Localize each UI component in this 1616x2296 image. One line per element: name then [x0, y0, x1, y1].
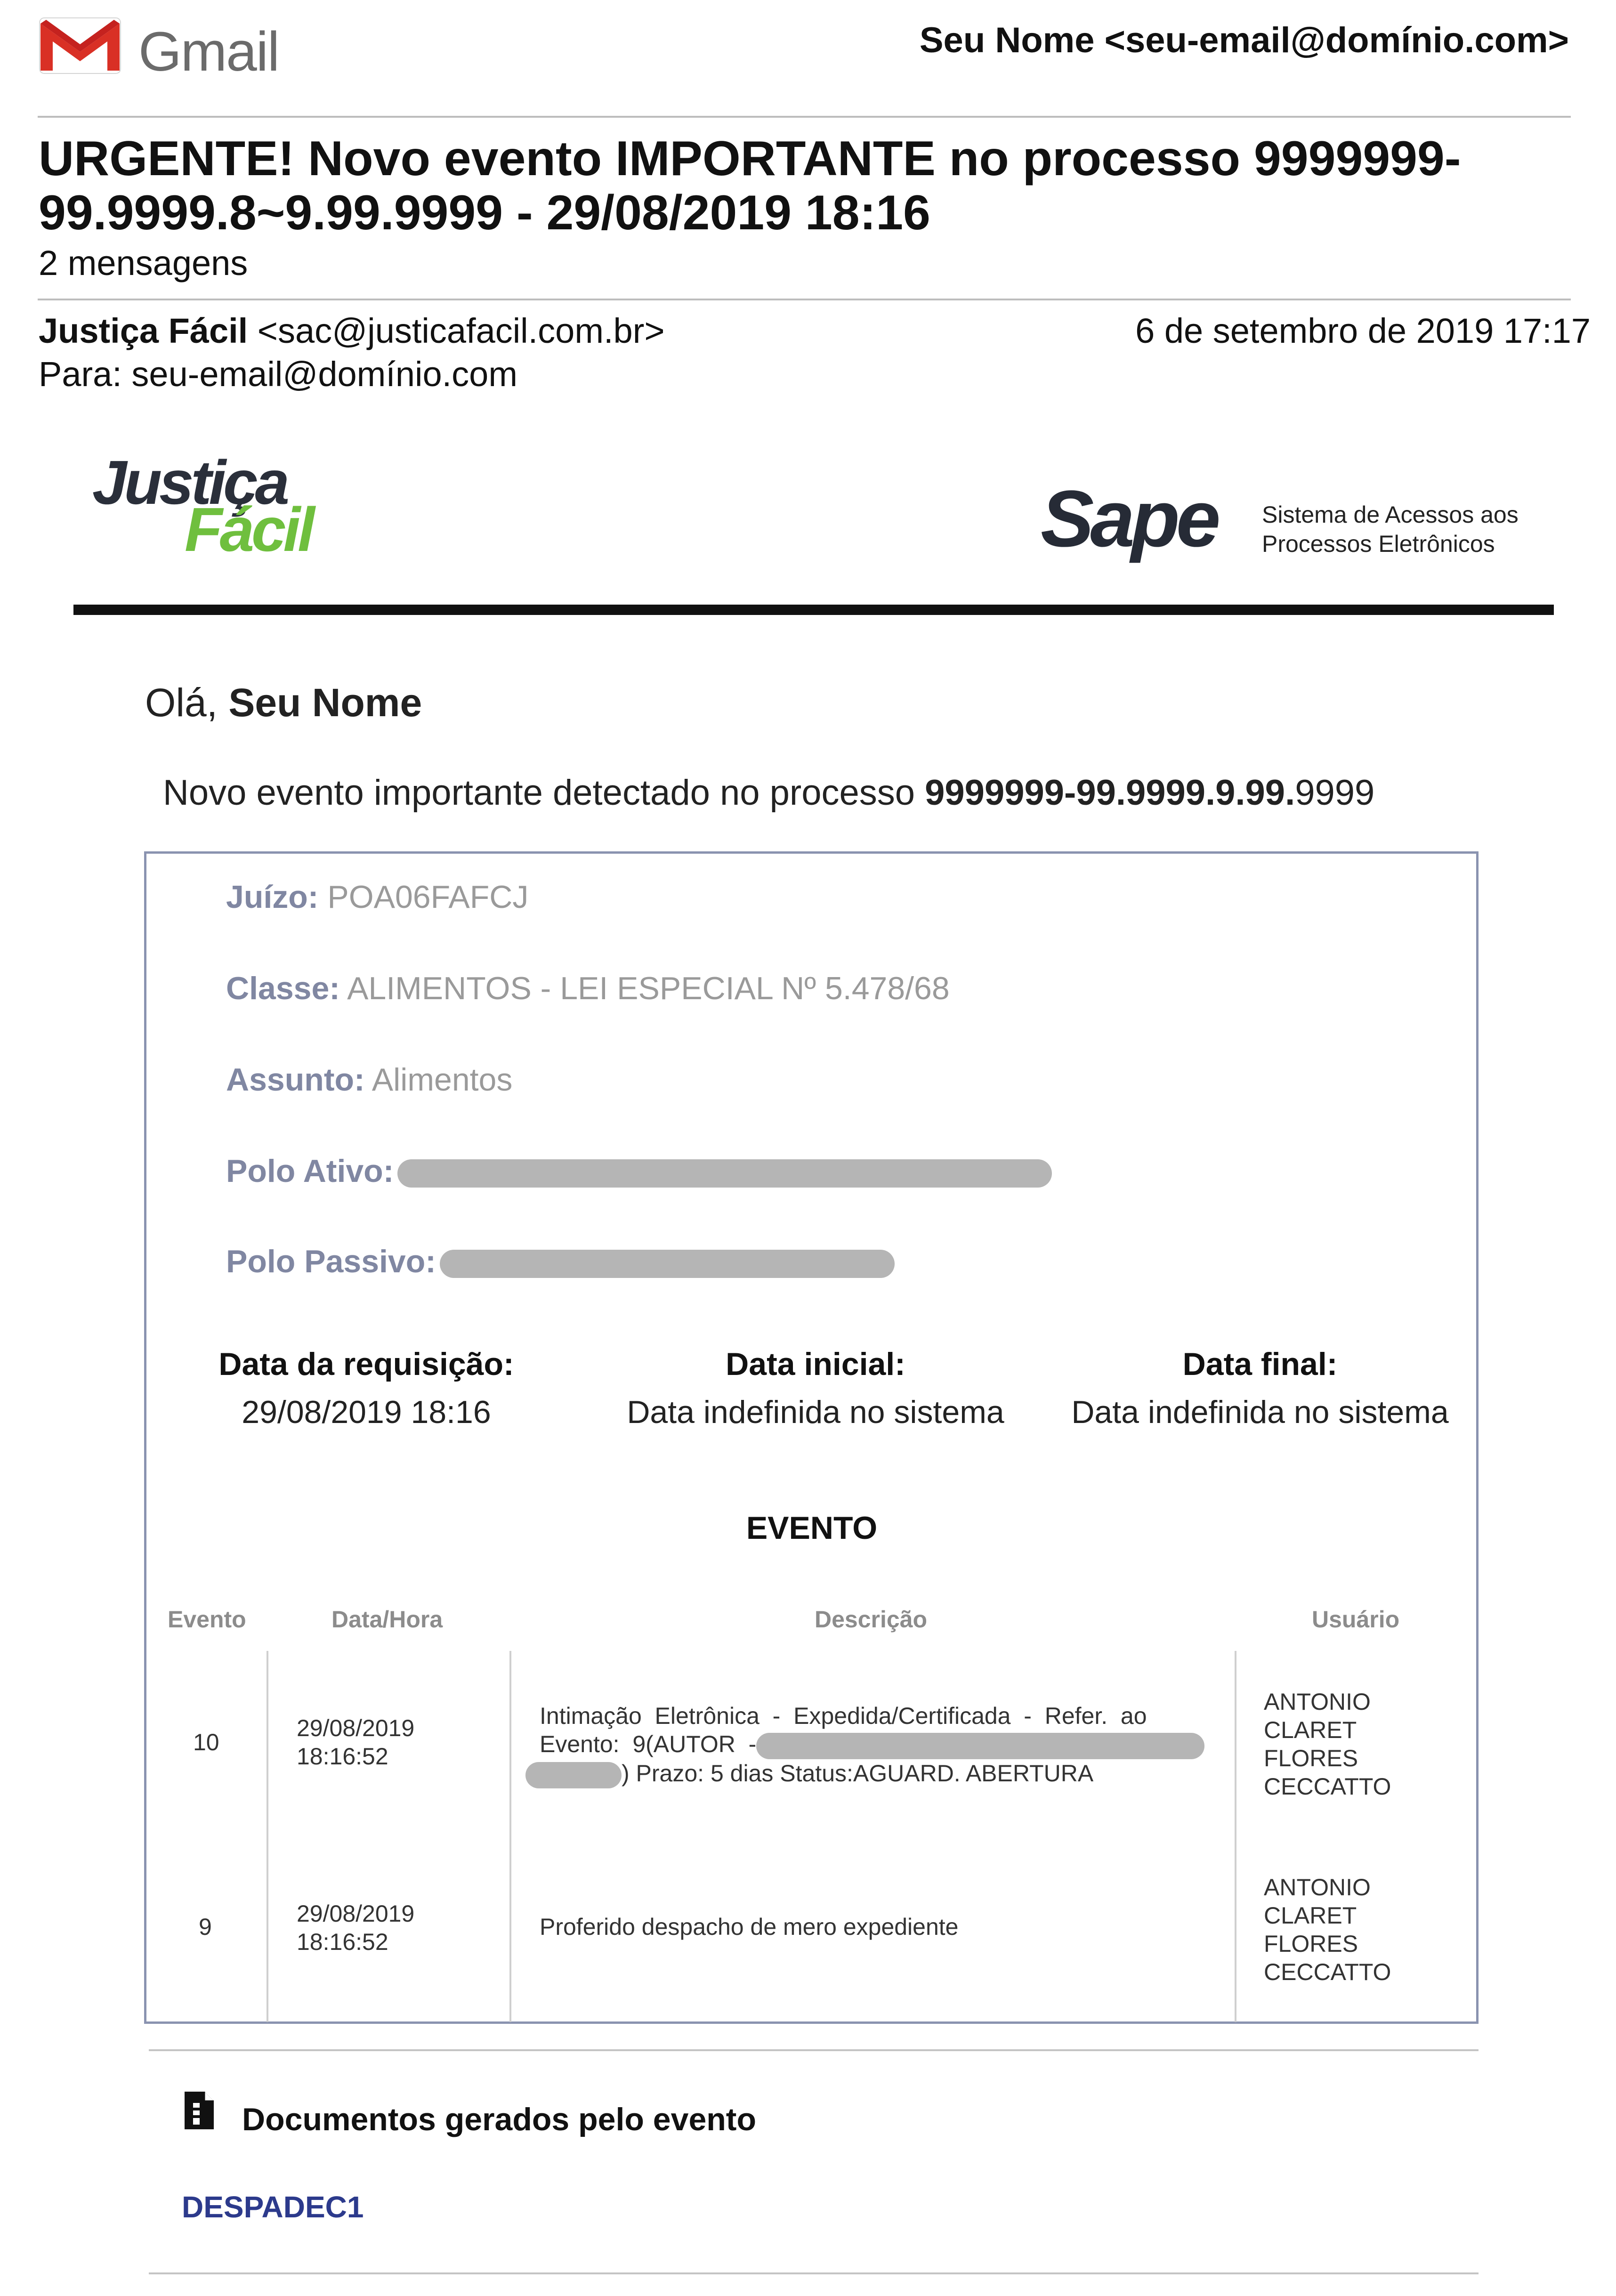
sape-caption [1262, 500, 1519, 558]
polo-passivo-label: Polo Passivo: [226, 1244, 436, 1279]
field-classe [226, 970, 950, 1007]
row-1-desc-line-1: Intimação Eletrônica - Expedida/Certificada - Refer. ao [540, 1703, 1147, 1729]
row-1-time: 18:16:52 [297, 1743, 388, 1770]
row-2-user-line: FLORES [1264, 1931, 1358, 1957]
gmail-wordmark: Gmail [138, 21, 279, 83]
row-1-desc-line-3 [525, 1759, 1208, 1788]
message-date: 6 de setembro de 2019 17:17 [1135, 311, 1591, 350]
row-1-datahora [297, 1714, 414, 1771]
row-2-user-line: CECCATTO [1264, 1959, 1391, 1985]
col-separator [509, 1651, 511, 2022]
date-requisicao-value: 29/08/2019 18:16 [242, 1394, 491, 1430]
row-1-desc-line-2 [540, 1730, 1208, 1759]
redaction-autor-2 [525, 1762, 622, 1788]
classe-label: Classe: [226, 970, 340, 1006]
justica-facil-logo [92, 452, 375, 574]
row-1-user-line: CLARET [1264, 1717, 1357, 1743]
process-number-bold: 9999999-99.9999.9.99. [925, 773, 1295, 813]
date-inicial [604, 1346, 1027, 1431]
date-inicial-value: Data indefinida no sistema [627, 1394, 1004, 1430]
row-2-date: 29/08/2019 [297, 1900, 415, 1927]
redaction-autor [756, 1733, 1204, 1759]
row-1-user-line: FLORES [1264, 1745, 1358, 1771]
date-final-value: Data indefinida no sistema [1071, 1394, 1449, 1430]
date-final [1048, 1346, 1472, 1431]
document-link-despadec1[interactable]: DESPADEC1 [182, 2190, 364, 2224]
col-header-usuario: Usuário [1312, 1606, 1400, 1633]
assunto-label: Assunto: [226, 1062, 365, 1098]
field-polo-passivo [226, 1243, 895, 1280]
date-final-label: Data final: [1182, 1346, 1338, 1382]
date-requisicao [154, 1346, 578, 1431]
col-separator [1235, 1651, 1236, 2022]
juizo-value: POA06FAFCJ [327, 879, 529, 915]
polo-ativo-label: Polo Ativo: [226, 1153, 394, 1189]
assunto-value: Alimentos [372, 1062, 513, 1098]
facil-text: Fácil [185, 495, 312, 564]
sape-logo [1041, 480, 1257, 570]
row-1-descricao [540, 1702, 1208, 1788]
greeting [145, 680, 422, 726]
date-inicial-label: Data inicial: [726, 1346, 905, 1382]
classe-value: ALIMENTOS - LEI ESPECIAL Nº 5.478/68 [347, 970, 950, 1006]
intro-sentence: Novo evento importante detectado no processo [163, 773, 915, 813]
header-divider [38, 116, 1571, 118]
intro-text [163, 772, 1374, 813]
field-juizo [226, 879, 528, 915]
justica-text: Justiça [92, 452, 287, 517]
row-2-descricao: Proferido despacho de mero expediente [540, 1914, 959, 1940]
redaction-polo-passivo [440, 1250, 895, 1278]
account-user: Seu Nome <seu-email@domínio.com> [919, 20, 1569, 60]
col-header-descricao: Descrição [815, 1606, 928, 1633]
row-1-usuario [1264, 1688, 1391, 1801]
row-2-user-line: ANTONIO [1264, 1874, 1371, 1900]
row-2-datahora [297, 1900, 414, 1956]
redaction-polo-ativo [397, 1159, 1052, 1188]
documents-divider-top [149, 2049, 1479, 2051]
document-icon [183, 2090, 216, 2131]
message-count: 2 mensagens [39, 243, 248, 283]
gmail-m-icon [38, 14, 122, 75]
process-number-tail: 9999 [1295, 773, 1375, 813]
row-1-desc-evento: Evento: 9(AUTOR - [540, 1731, 757, 1757]
row-2-time: 18:16:52 [297, 1929, 388, 1955]
sape-caption-line-2: Processos Eletrônicos [1262, 531, 1495, 557]
juizo-label: Juízo: [226, 879, 319, 915]
sender [39, 311, 665, 351]
sape-text: Sape [1041, 480, 1217, 564]
brand-divider [73, 605, 1554, 615]
events-title: EVENTO [746, 1510, 878, 1546]
field-assunto [226, 1061, 512, 1098]
row-1-user-line: ANTONIO [1264, 1689, 1371, 1715]
documents-title: Documentos gerados pelo evento [242, 2102, 756, 2137]
col-header-evento: Evento [168, 1606, 246, 1633]
greeting-prefix: Olá, [145, 680, 218, 725]
row-2-usuario [1264, 1873, 1391, 1986]
subject-divider [38, 299, 1571, 300]
row-2-evento: 9 [199, 1914, 212, 1940]
greeting-name: Seu Nome [228, 680, 422, 725]
process-card [144, 851, 1479, 2024]
email-subject: URGENTE! Novo evento IMPORTANTE no processo 9999999-99.9999.8~9.99.9999 - 29/08/2019 18:16 [39, 131, 1461, 240]
sape-caption-line-1: Sistema de Acessos aos [1262, 501, 1519, 528]
field-polo-ativo [226, 1153, 1052, 1189]
documents-divider-bottom [149, 2272, 1479, 2274]
gmail-logo [38, 14, 283, 83]
row-2-user-line: CLARET [1264, 1902, 1357, 1929]
col-separator [267, 1651, 268, 2022]
row-1-date: 29/08/2019 [297, 1715, 415, 1741]
sender-name: Justiça Fácil [39, 311, 248, 350]
row-1-desc-prazo: ) Prazo: 5 dias Status:AGUARD. ABERTURA [622, 1760, 1094, 1787]
row-1-user-line: CECCATTO [1264, 1773, 1391, 1800]
date-requisicao-label: Data da requisição: [218, 1346, 514, 1382]
col-header-data-hora: Data/Hora [331, 1606, 443, 1633]
row-1-evento: 10 [193, 1729, 219, 1755]
recipient: Para: seu-email@domínio.com [39, 355, 517, 394]
sender-email[interactable]: <sac@justicafacil.com.br> [257, 311, 665, 350]
